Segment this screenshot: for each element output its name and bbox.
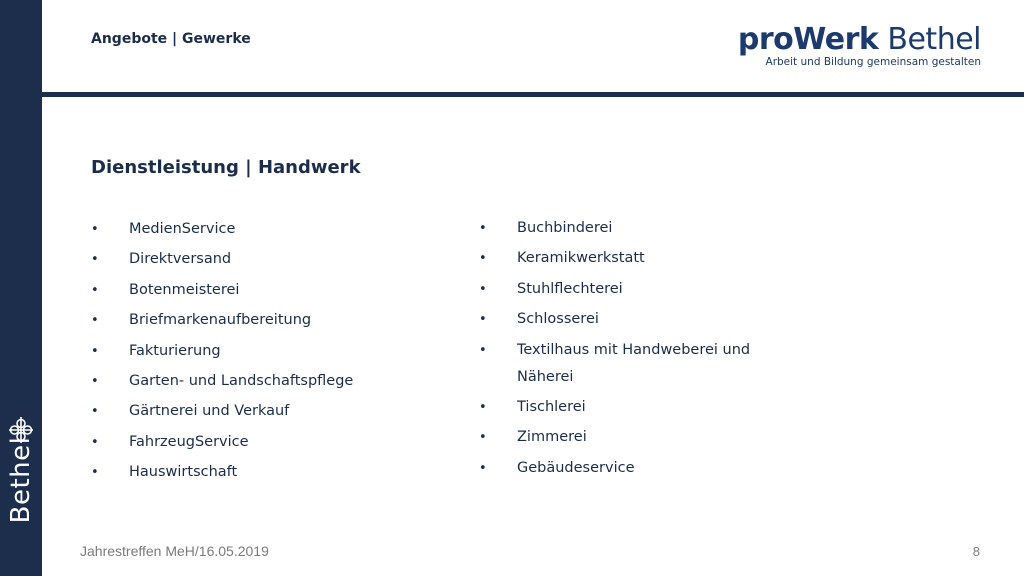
sidebar-brand-text: Bethel (6, 436, 36, 524)
list-item (479, 424, 779, 451)
list-item (91, 368, 471, 395)
list-item (479, 276, 779, 303)
logo-tagline: Arbeit und Bildung gemeinsam gestalten (765, 56, 981, 68)
page-number: 8 (972, 544, 980, 559)
bullet-icon: • (479, 221, 487, 236)
list-item (479, 455, 779, 482)
list-item (91, 429, 471, 456)
list-item-label: Gärtnerei und Verkauf (129, 403, 290, 420)
header-divider (42, 92, 1024, 97)
bullet-icon: • (479, 251, 487, 267)
list-item (91, 246, 471, 273)
bullet-icon: • (479, 430, 487, 446)
list-item-label: Hauswirtschaft (129, 464, 238, 481)
prowerk-logo (738, 22, 981, 68)
list-item-label: Zimmerei (517, 429, 587, 446)
bullet-icon: • (91, 373, 99, 389)
list-item (479, 215, 779, 242)
header-category: Angebote | Gewerke (91, 31, 251, 47)
logo-name-regular: Bethel (887, 22, 981, 57)
bullet-icon: • (91, 282, 99, 298)
bullet-icon: • (91, 343, 99, 359)
list-item-label: Fakturierung (129, 342, 221, 359)
right-service-list (479, 215, 779, 485)
bullet-icon: • (91, 313, 99, 329)
list-item-label: MedienService (129, 221, 236, 237)
list-item (91, 459, 471, 486)
bullet-icon: • (91, 404, 99, 420)
bullet-icon: • (479, 281, 487, 297)
list-item (479, 394, 779, 421)
list-item-label: Textilhaus mit Handweberei und Näherei (517, 341, 751, 385)
list-item-label: Tischlerei (517, 398, 586, 415)
left-service-list (91, 216, 471, 490)
bullet-icon: • (479, 342, 487, 358)
list-item (479, 306, 779, 333)
list-item-label: Stuhlflechterei (517, 280, 623, 297)
bullet-icon: • (479, 399, 487, 415)
list-item (479, 245, 779, 272)
sidebar (0, 0, 42, 576)
list-item-label: FahrzeugService (129, 433, 249, 450)
bullet-icon: • (479, 460, 487, 476)
logo-name-bold: proWerk (737, 22, 879, 57)
section-title: Dienstleistung | Handwerk (91, 157, 361, 178)
list-item (91, 307, 471, 334)
bullet-icon: • (91, 465, 99, 481)
bethel-brand (0, 408, 42, 538)
bullet-icon: • (91, 222, 99, 237)
footer-text: Jahrestreffen MeH/16.05.2019 (80, 543, 269, 559)
list-item (91, 277, 471, 304)
bullet-icon: • (479, 312, 487, 328)
logo-name (738, 22, 981, 58)
list-item (91, 338, 471, 365)
list-item-label: Gebäudeservice (517, 459, 635, 476)
list-item (91, 398, 471, 425)
list-item-label: Direktversand (129, 251, 232, 268)
list-item-label: Schlosserei (517, 311, 599, 328)
bullet-icon: • (91, 434, 99, 450)
list-item-label: Buchbinderei (517, 220, 613, 236)
list-item-label: Briefmarkenaufbereitung (129, 312, 312, 329)
list-item-label: Keramikwerkstatt (517, 250, 645, 267)
list-item-label: Botenmeisterei (129, 281, 240, 298)
bullet-icon: • (91, 252, 99, 268)
list-item (91, 216, 471, 243)
list-item-label: Garten- und Landschaftspflege (129, 372, 354, 389)
list-item (479, 337, 779, 391)
